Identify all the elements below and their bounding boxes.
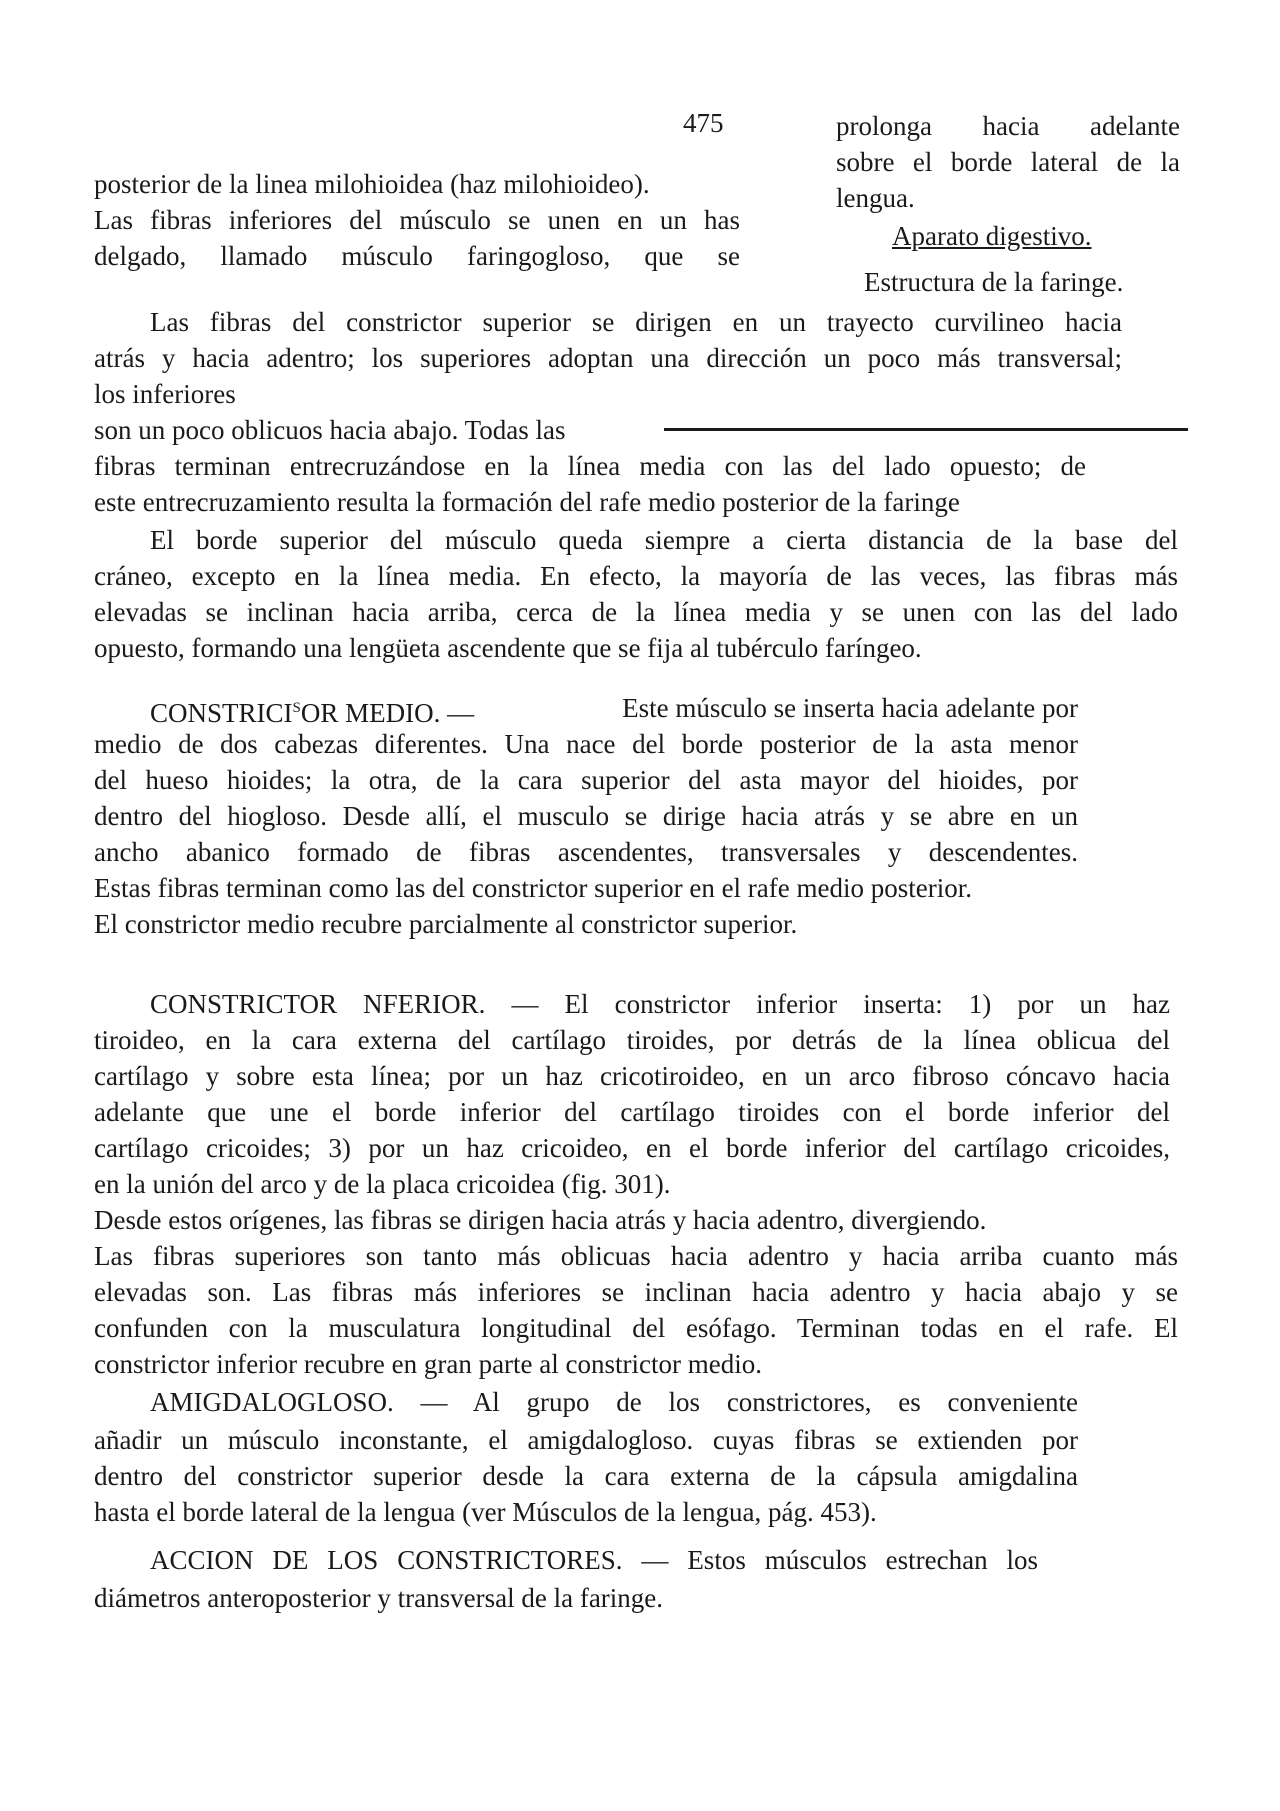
paragraph-line: atrás y hacia adentro; los superiores adoptan una dirección un poco más transversal; [94, 343, 1122, 373]
paragraph-line: Las fibras superiores son tanto más oblicuas hacia adentro y hacia arriba cuanto más [94, 1241, 1178, 1271]
paragraph-line: elevadas se inclinan hacia arriba, cerca de la línea media y se unen con las del lado [94, 597, 1178, 627]
section-label: Aparato digestivo. [892, 221, 1092, 251]
paragraph-line: constrictor inferior recubre en gran parte al constrictor medio. [94, 1349, 762, 1379]
paragraph-line: Las fibras del constrictor superior se dirigen en un trayecto curvilineo hacia [150, 307, 1122, 337]
paragraph-line: cartílago cricoides; 3) por un haz cricoideo, en el borde inferior del cartílago cricoides, [94, 1133, 1170, 1163]
paragraph-line: diámetros anteroposterior y transversal de la faringe. [94, 1583, 664, 1613]
heading-text: $CONSTRICI^SOR$ MEDIO. — [150, 698, 475, 728]
paragraph-line: El constrictor medio recubre parcialmente al constrictor superior. [94, 909, 798, 939]
paragraph-line: son un poco oblicuos hacia abajo. Todas las [94, 415, 566, 445]
paragraph-line: dentro del constrictor superior desde la cara externa de la cápsula amigdalina [94, 1461, 1078, 1491]
paragraph-line: ancho abanico formado de fibras ascendentes, transversales y descendentes. [94, 837, 1078, 867]
paragraph-line: cráneo, excepto en la línea media. En efecto, la mayoría de las veces, las fibras más [94, 561, 1178, 591]
paragraph-line: medio de dos cabezas diferentes. Una nace del borde posterior de la asta menor [94, 729, 1078, 759]
paragraph-line: CONSTRICTOR NFERIOR. — El constrictor inferior inserta: 1) por un haz [150, 989, 1170, 1019]
paragraph-line: Desde estos orígenes, las fibras se dirigen hacia atrás y hacia adentro, divergiendo. [94, 1205, 987, 1235]
paragraph-line: en la unión del arco y de la placa cricoidea (fig. 301). [94, 1169, 671, 1199]
paragraph-line: Estas fibras terminan como las del constrictor superior en el rafe medio posterior. [94, 873, 972, 903]
left-column-line: Las fibras inferiores del músculo se unen en un has [94, 205, 740, 235]
paragraph-line: El borde superior del músculo queda siempre a cierta distancia de la base del [150, 525, 1178, 555]
left-column-line: delgado, llamado músculo faringogloso, que se [94, 241, 740, 271]
paragraph-line: dentro del hiogloso. Desde allí, el musculo se dirige hacia atrás y se abre en un [94, 801, 1078, 831]
paragraph-line: AMIGDALOGLOSO. — Al grupo de los constrictores, es conveniente [150, 1387, 1078, 1417]
paragraph-line: fibras terminan entrecruzándose en la línea media con las del lado opuesto; de [94, 451, 1086, 481]
section-subtitle: Estructura de la faringe. [864, 267, 1124, 297]
right-column-line: lengua. [836, 183, 915, 213]
paragraph-line: del hueso hioides; la otra, de la cara superior del asta mayor del hioides, por [94, 765, 1078, 795]
paragraph-line: tiroideo, en la cara externa del cartílago tiroides, por detrás de la línea oblicua del [94, 1025, 1170, 1055]
horizontal-rule [664, 428, 1188, 431]
paragraph-line: cartílago y sobre esta línea; por un haz cricotiroideo, en un arco fibroso cóncavo hacia [94, 1061, 1170, 1091]
paragraph-line: añadir un músculo inconstante, el amigdalogloso. cuyas fibras se extienden por [94, 1425, 1078, 1455]
right-column-line: sobre el borde lateral de la [836, 147, 1180, 177]
paragraph-line: opuesto, formando una lengüeta ascendente que se fija al tubérculo faríngeo. [94, 633, 922, 663]
paragraph-line: hasta el borde lateral de la lengua (ver Músculos de la lengua, pág. 453). [94, 1497, 877, 1527]
heading-rest: Este músculo se inserta hacia adelante por [622, 693, 1078, 723]
paragraph-line: elevadas son. Las fibras más inferiores se inclinan hacia adentro y hacia abajo y se [94, 1277, 1178, 1307]
paragraph-line: adelante que une el borde inferior del cartílago tiroides con el borde inferior del [94, 1097, 1170, 1127]
paragraph-line: este entrecruzamiento resulta la formación del rafe medio posterior de la faringe [94, 487, 960, 517]
paragraph-line: los inferiores [94, 379, 236, 409]
page-number: 475 [683, 108, 724, 138]
paragraph-heading-line [150, 690, 1078, 731]
right-column-line: prolonga hacia adelante [836, 111, 1180, 141]
left-column-line: posterior de la linea milohioidea (haz milohioideo). [94, 169, 650, 199]
paragraph-line: confunden con la musculatura longitudinal del esófago. Terminan todas en el rafe. El [94, 1313, 1178, 1343]
paragraph-line: ACCION DE LOS CONSTRICTORES. — Estos músculos estrechan los [150, 1545, 1038, 1575]
